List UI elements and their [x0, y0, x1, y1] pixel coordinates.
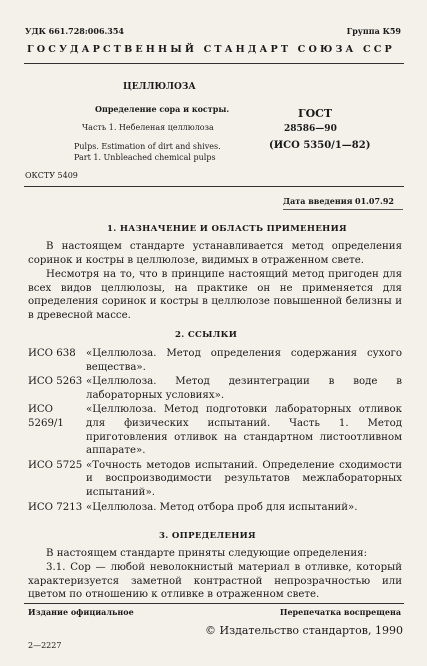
- section-2-title: 2. ССЫЛКИ: [175, 330, 238, 340]
- doc-part-ru: Часть 1. Небеленая целлюлоза: [82, 123, 214, 132]
- group-code: Группа К59: [346, 26, 401, 36]
- footer-rule: [24, 603, 404, 604]
- doc-title-en-2: Part 1. Unbleached chemical pulps: [74, 153, 216, 162]
- print-code: 2—2227: [28, 641, 62, 650]
- okstu-code: ОКСТУ 5409: [25, 171, 78, 180]
- section-3-text-2: 3.1. Сор — любой неволокнистый материал в отливке, который характеризуется заметной контрастной непрозрачностью или цветом по отношению к отливке в отраженном свете.: [28, 562, 402, 601]
- reference-item: [28, 403, 402, 457]
- header-rule: [24, 63, 404, 64]
- title-block-rule: [24, 186, 404, 187]
- date-underline: [283, 209, 403, 210]
- section-1-paragraph-2: [28, 268, 402, 322]
- udk-code: УДК 661.728:006.354: [25, 26, 124, 36]
- section-1-text-1: В настоящем стандарте устанавливается метод определения соринок и костры в целлюлозе, видимых в отраженном свете.: [28, 241, 402, 266]
- copyright-note: © Издательство стандартов, 1990: [205, 624, 403, 637]
- section-3-text-1: В настоящем стандарте приняты следующие определения:: [46, 548, 368, 559]
- reference-text: «Точность методов испытаний. Определение сходимости и воспроизводимости результатов межлабораторных испытаний».: [86, 459, 402, 498]
- doc-title: ЦЕЛЛЮЛОЗА: [123, 82, 196, 92]
- references-list: [28, 347, 402, 515]
- iso-reference: (ИСО 5350/1—82): [269, 140, 371, 151]
- gost-label: ГОСТ: [298, 107, 333, 120]
- reference-item: [28, 375, 402, 402]
- reference-item: [28, 501, 402, 515]
- reprint-prohibited-note: Перепечатка воспрещена: [279, 607, 401, 617]
- section-3-title: 3. ОПРЕДЕЛЕНИЯ: [159, 531, 256, 541]
- section-3-paragraph-1: [28, 547, 402, 561]
- section-3-paragraph-2: [28, 561, 402, 602]
- reference-code: ИСО 638: [28, 348, 76, 359]
- date-value: 01.07.92: [355, 196, 394, 206]
- reference-code: ИСО 5263: [28, 376, 83, 388]
- reference-code: ИСО 5269/1: [28, 404, 64, 429]
- gost-number: 28586—90: [284, 124, 337, 134]
- doc-title-en-1: Pulps. Estimation of dirt and shives.: [74, 142, 221, 151]
- section-1-title: 1. НАЗНАЧЕНИЕ И ОБЛАСТЬ ПРИМЕНЕНИЯ: [107, 224, 347, 234]
- reference-text: «Целлюлоза. Метод дезинтеграции в воде в лабораторных условиях».: [86, 376, 402, 401]
- reference-item: [28, 459, 402, 500]
- section-1-paragraph-1: [28, 240, 402, 267]
- doc-subtitle: Определение сора и костры.: [95, 104, 230, 114]
- date-label: Дата введения: [283, 196, 353, 206]
- reference-item: [28, 347, 402, 374]
- section-1-text-2: Несмотря на то, что в принципе настоящий метод пригоден для всех видов целлюлозы, на практике он не применяется для определения соринок и костры в целлюлозе повышенной белизны и в древесной массе.: [28, 269, 402, 321]
- reference-text: «Целлюлоза. Метод определения содержания сухого вещества».: [86, 348, 402, 373]
- official-edition-note: Издание официальное: [28, 607, 134, 617]
- reference-code: ИСО 5725: [28, 459, 83, 471]
- state-standard-heading: ГОСУДАРСТВЕННЫЙ СТАНДАРТ СОЮЗА ССР: [27, 44, 395, 55]
- reference-text: «Целлюлоза. Метод отбора проб для испытаний».: [86, 501, 358, 513]
- reference-text: «Целлюлоза. Метод подготовки лабораторных отливок для физических испытаний. Часть 1. Метод приготовления отливок на стандартном листоотливном аппарате».: [86, 404, 402, 457]
- reference-code: ИСО 7213: [28, 501, 83, 513]
